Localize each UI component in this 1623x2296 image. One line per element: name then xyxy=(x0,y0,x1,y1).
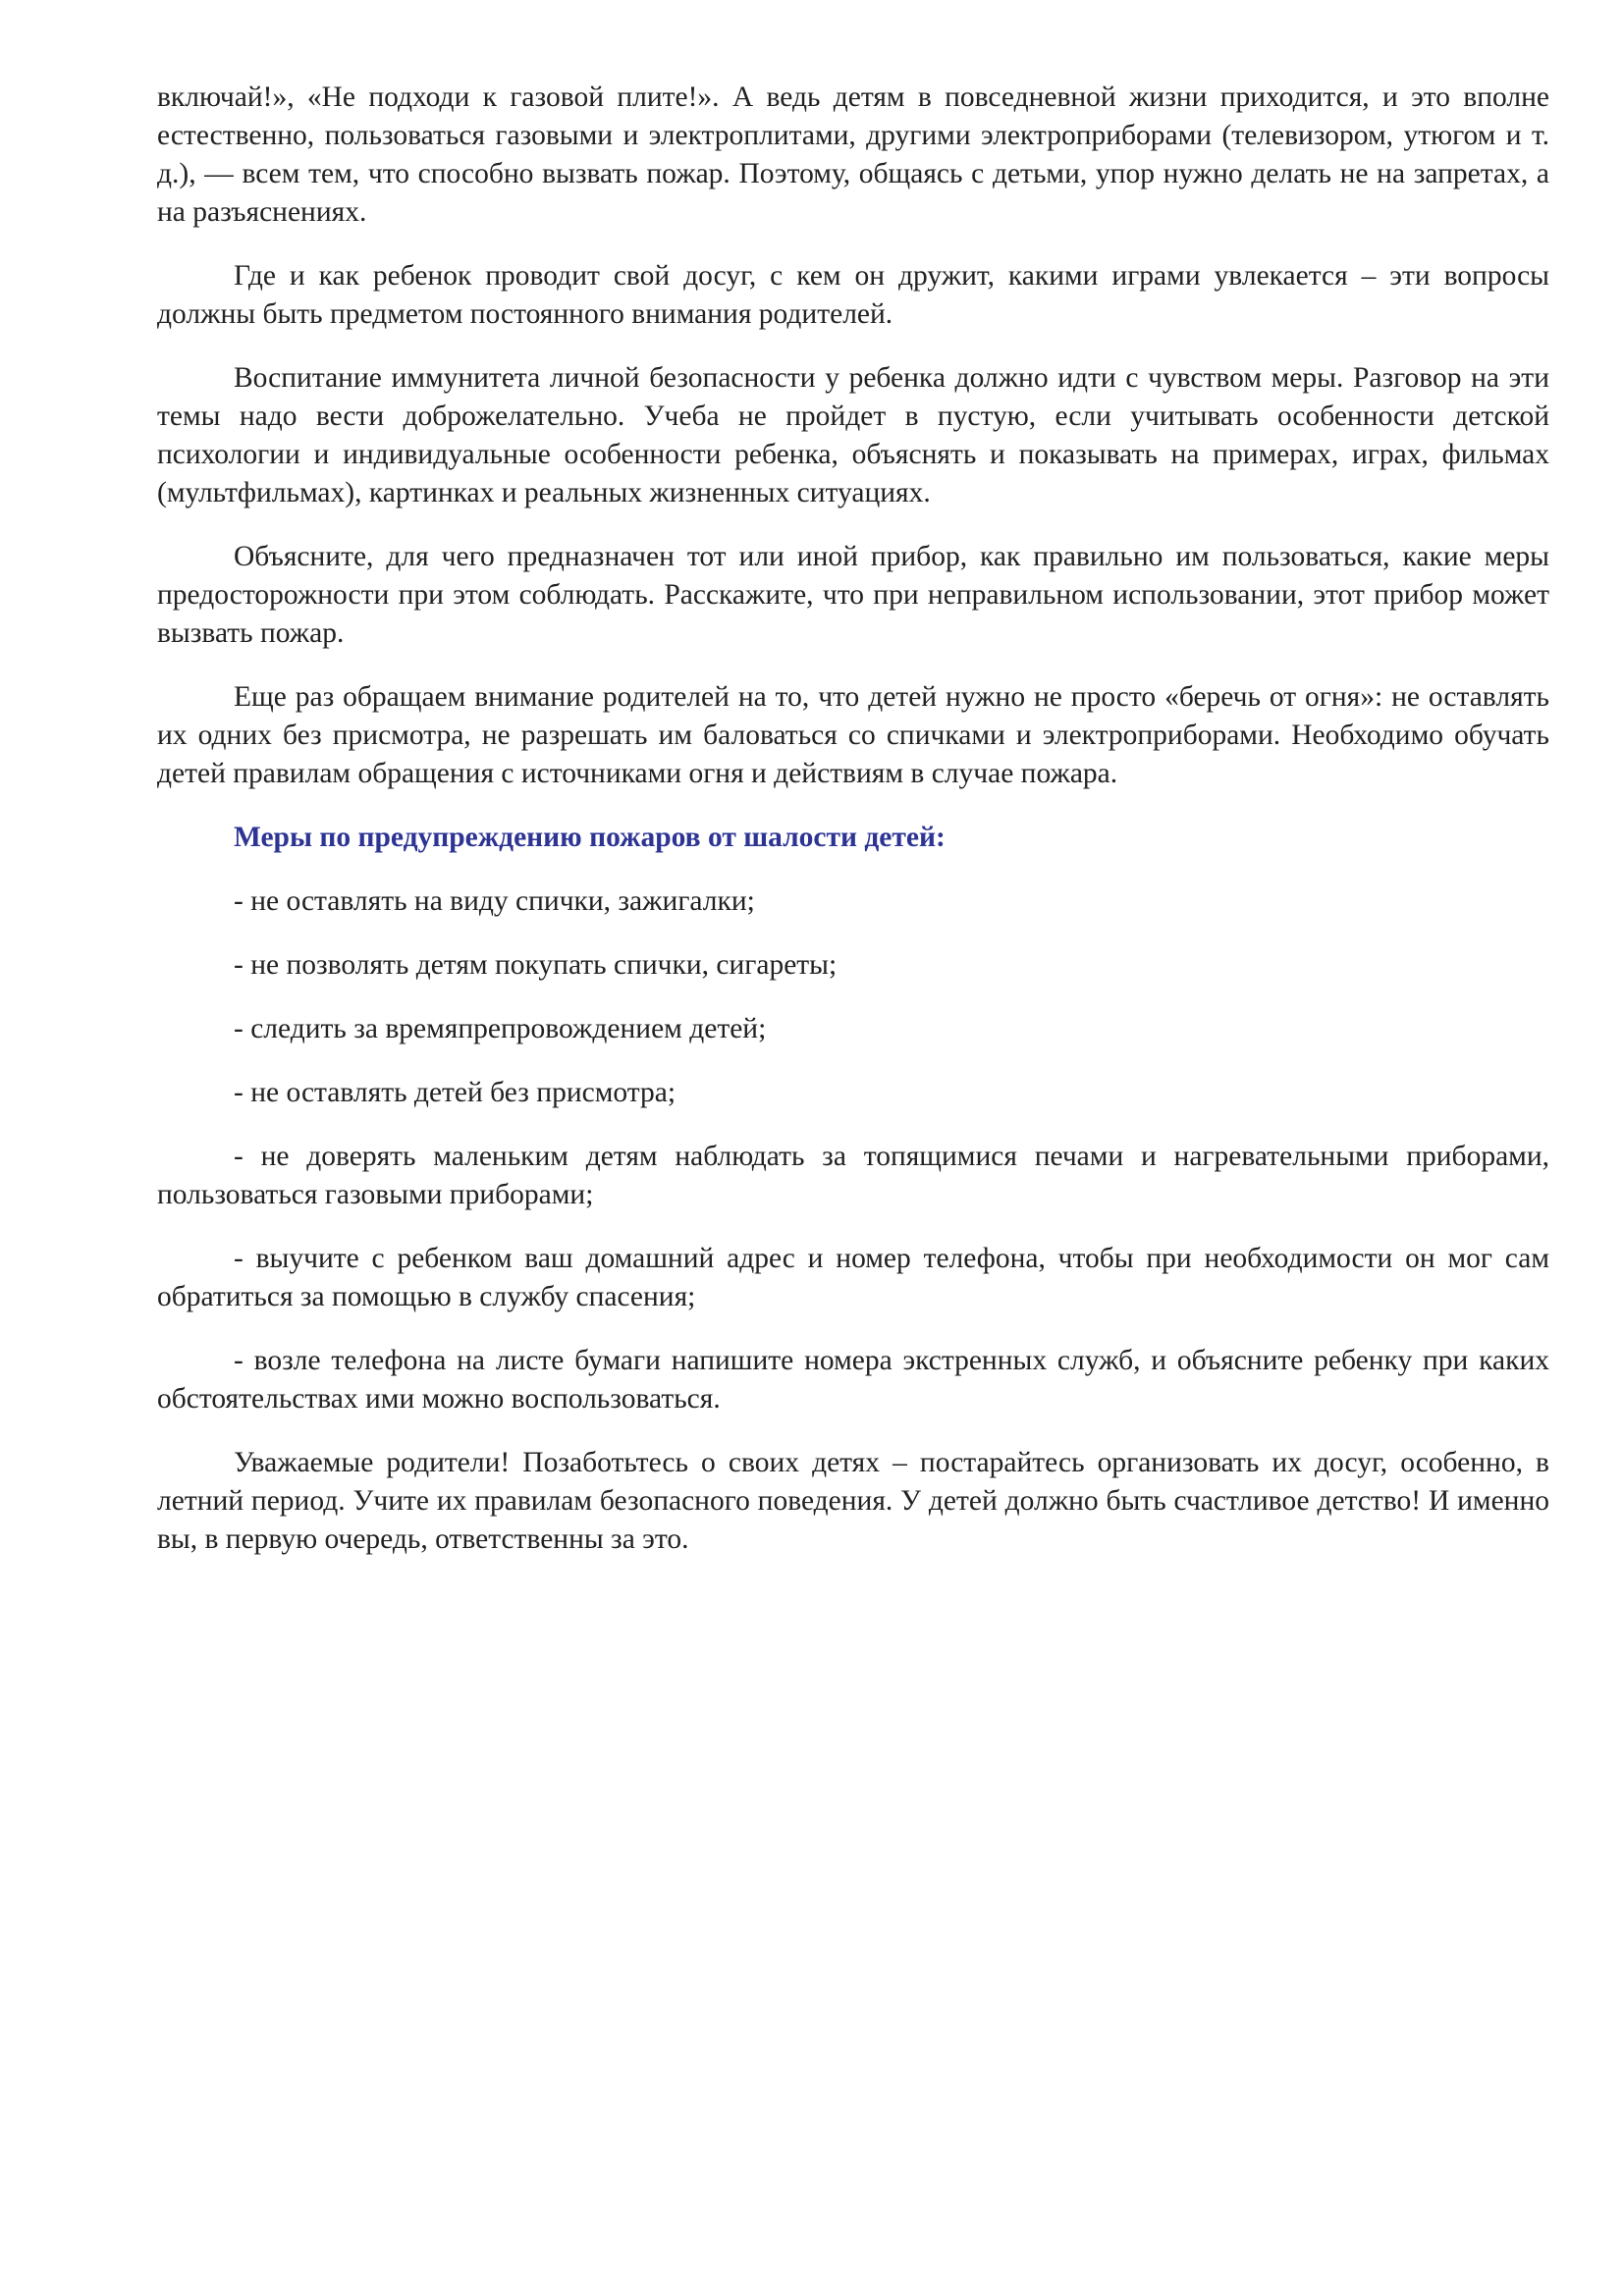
measure-item: - возле телефона на листе бумаги напишите номера экстренных служб, и объясните ребенку при каких обстоятельствах ими можно воспользоваться. xyxy=(157,1345,1549,1415)
paragraph-attention: Еще раз обращаем внимание родителей на то, что детей нужно не просто «беречь от огня»: не оставлять их одних без присмотра, не разрешать им баловаться со спичками и электроприборами. Необходимо обучать детей правилам обращения с источниками огня и действиям в случае пожара. xyxy=(157,681,1549,789)
paragraph-upbringing: Воспитание иммунитета личной безопасности у ребенка должно идти с чувством меры. Разговор на эти темы надо вести доброжелательно. Учеба не пройдет в пустую, если учитывать особенности детской психологии и индивидуальные особенности ребенка, объяснять и показывать на примерах, играх, фильмах (мультфильмах), картинках и реальных жизненных ситуациях. xyxy=(157,362,1549,508)
paragraph-intro-continued: включай!», «Не подходи к газовой плите!». А ведь детям в повседневной жизни приходится, и это вполне естественно, пользоваться газовыми и электроплитами, другими электроприборами (телевизором, утюгом и т. д.), — всем тем, что способно вызвать пожар. Поэтому, общаясь с детьми, упор нужно делать не на запретах, а на разъяснениях. xyxy=(157,81,1549,228)
measure-item: - следить за времяпрепровождением детей; xyxy=(234,1013,767,1044)
paragraph-explain-devices: Объясните, для чего предназначен тот или иной прибор, как правильно им пользоваться, какие меры предосторожности при этом соблюдать. Расскажите, что при неправильном использовании, этот прибор может вызвать пожар. xyxy=(157,541,1549,649)
measure-item: - не оставлять детей без присмотра; xyxy=(234,1077,676,1108)
measure-item: - не оставлять на виду спички, зажигалки; xyxy=(234,885,755,917)
measure-item: - не позволять детям покупать спички, сигареты; xyxy=(234,949,838,981)
closing-paragraph: Уважаемые родители! Позаботьтесь о своих детях – постарайтесь организовать их досуг, особенно, в летний период. Учите их правилам безопасного поведения. У детей должно быть счастливое детство! И именно вы, в первую очередь, ответственны за это. xyxy=(157,1447,1549,1555)
measure-item: - выучите с ребенком ваш домашний адрес и номер телефона, чтобы при необходимости он мог сам обратиться за помощью в службу спасения; xyxy=(157,1243,1549,1312)
document-page xyxy=(157,79,1549,1584)
paragraph-leisure: Где и как ребенок проводит свой досуг, с кем он дружит, какими играми увлекается – эти вопросы должны быть предметом постоянного внимания родителей. xyxy=(157,260,1549,330)
measures-heading: Меры по предупреждению пожаров от шалости детей: xyxy=(234,822,946,853)
measure-item: - не доверять маленьким детям наблюдать за топящимися печами и нагревательными приборами, пользоваться газовыми приборами; xyxy=(157,1141,1549,1210)
